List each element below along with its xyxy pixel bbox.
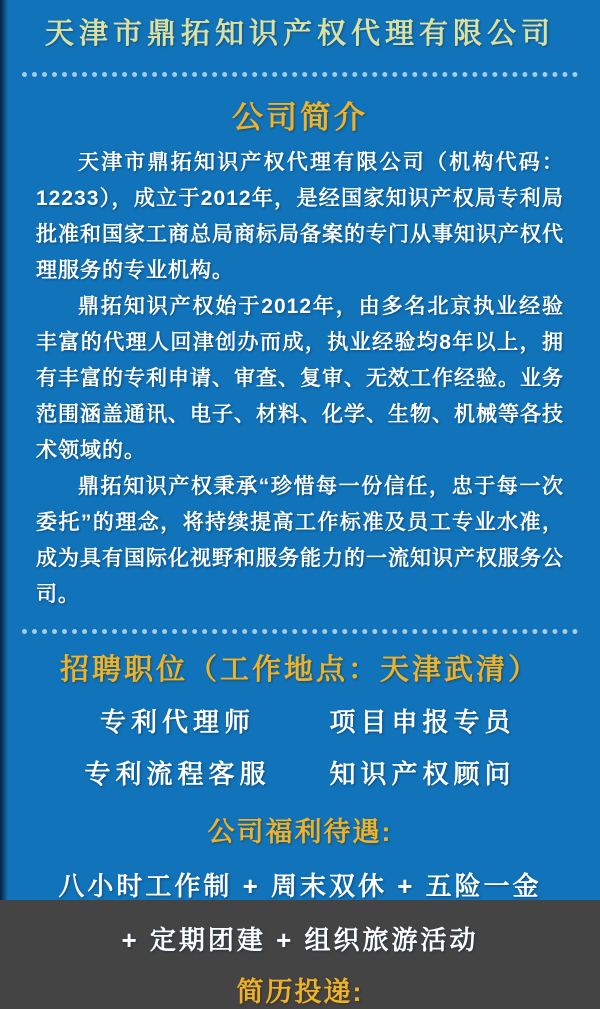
dotted-divider-top — [22, 72, 578, 77]
profile-section-heading: 公司简介 — [232, 100, 368, 135]
job-position-patent-agent: 专利代理师 — [99, 707, 255, 737]
jobs-grid — [55, 702, 545, 791]
dotted-divider-bottom — [22, 629, 578, 634]
profile-paragraph-2: 鼎拓知识产权始于2012年，由多名北京执业经验丰富的代理人回津创办而成，执业经验均8年以上，拥有丰富的专利申请、审查、复审、无效工作经验。业务范围涵盖通讯、电子、材料、化学、生物、机械等各技术领域的。 — [36, 295, 564, 462]
jobs-section-heading: 招聘职位（工作地点：天津武清） — [59, 654, 540, 686]
company-title: 天津市鼎拓知识产权代理有限公司 — [44, 18, 555, 50]
job-position-patent-process-service: 专利流程客服 — [84, 759, 271, 789]
profile-body — [36, 145, 564, 613]
job-position-ip-consultant: 知识产权顾问 — [329, 759, 516, 789]
resume-section-heading: 简历投递: — [236, 977, 364, 1007]
job-position-project-declaration: 项目申报专员 — [329, 707, 516, 737]
benefits-line-2: + 定期团建 + 组织旅游活动 — [121, 925, 479, 955]
profile-paragraph-1: 天津市鼎拓知识产权代理有限公司（机构代码：12233），成立于2012年，是经国家知识产权局专利局批准和国家工商总局商标局备案的专门从事知识产权代理服务的专业机构。 — [36, 151, 564, 282]
profile-paragraph-3: 鼎拓知识产权秉承“珍惜每一份信任，忠于每一次委托”的理念，将持续提高工作标准及员工专业水准，成为具有国际化视野和服务能力的一流知识产权服务公司。 — [36, 475, 564, 606]
benefits-section-heading: 公司福利待遇: — [207, 817, 393, 847]
benefits-line-1: 八小时工作制 + 周末双休 + 五险一金 — [58, 871, 542, 901]
